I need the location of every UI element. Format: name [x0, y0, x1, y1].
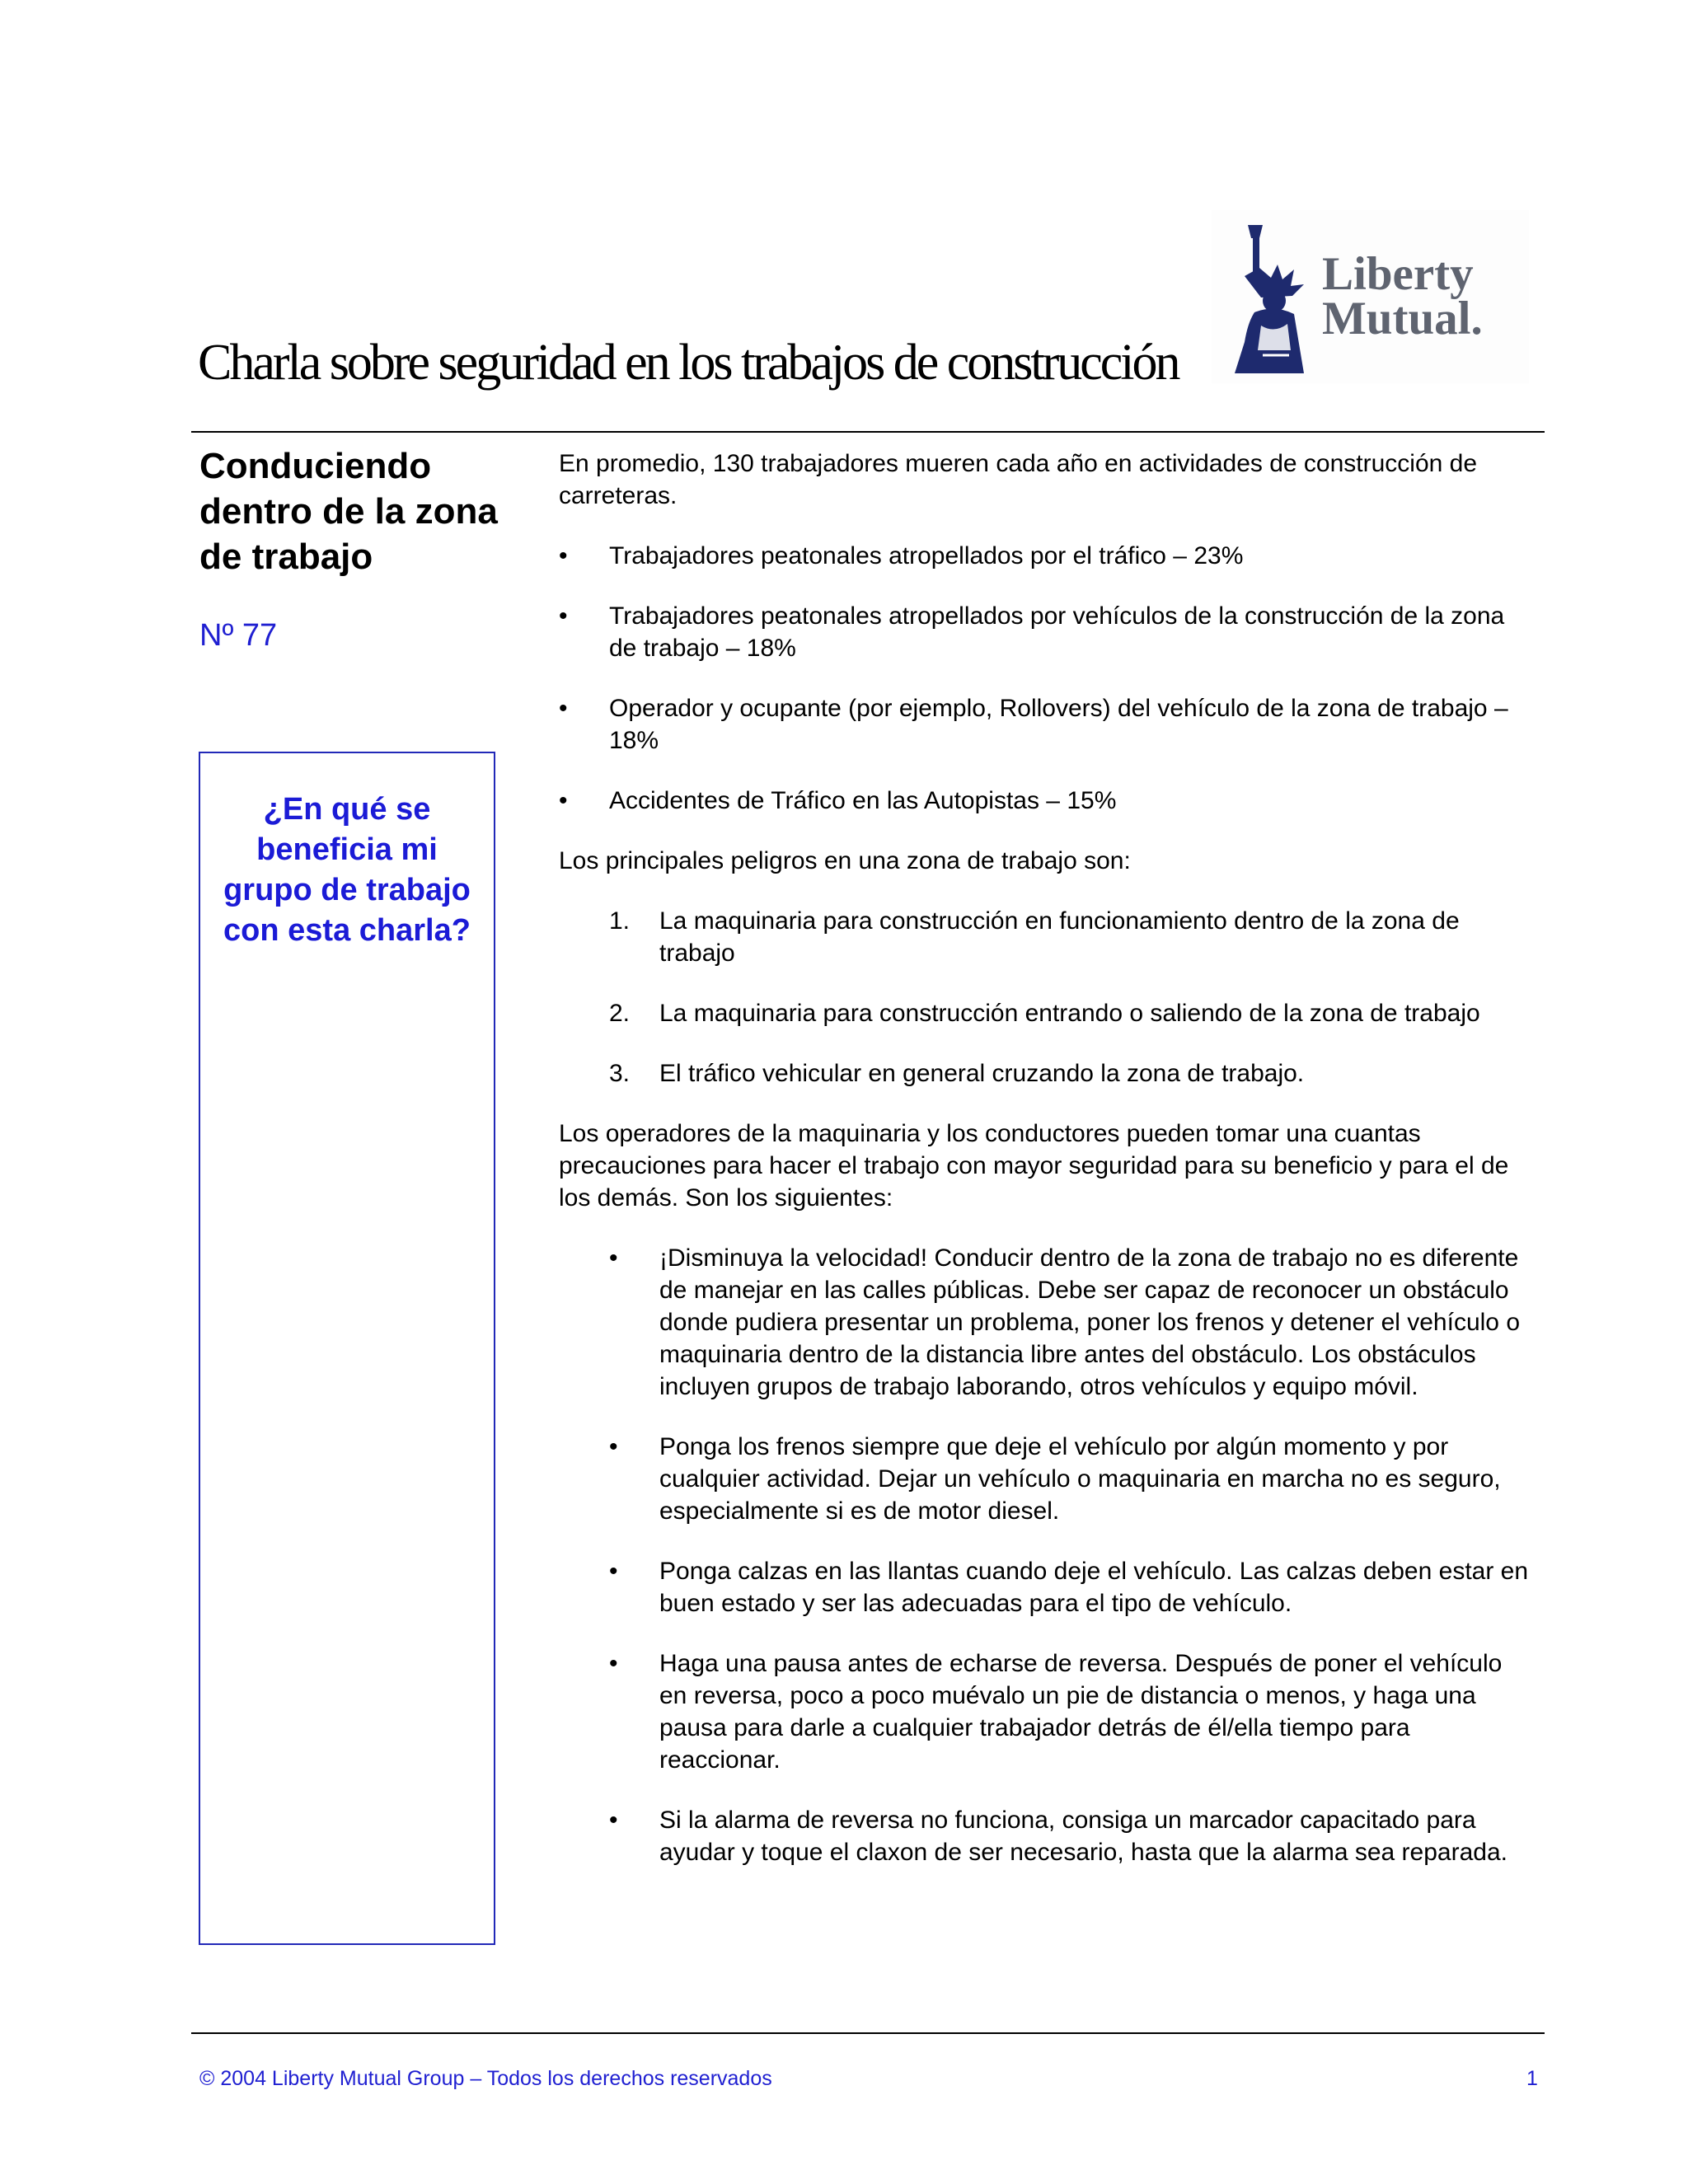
statue-of-liberty-icon: [1212, 218, 1319, 375]
precautions-list: [559, 1242, 1536, 1868]
precautions-intro: Los operadores de la maquinaria y los conductores pueden tomar una cuantas precauciones para hacer el trabajo con mayor seguridad para su beneficio y para el de los demás. Son los siguientes:: [559, 1120, 1509, 1212]
page-number: 1: [1526, 2067, 1538, 2090]
list-item: [559, 1057, 1536, 1090]
logo-line-1: Liberty: [1322, 248, 1474, 300]
liberty-mutual-logo: [1212, 210, 1529, 383]
list-text: La maquinaria para construcción entrando o saliendo de la zona de trabajo: [659, 1000, 1480, 1027]
header-divider: [191, 431, 1545, 433]
benefit-callout-box: [199, 752, 495, 1945]
intro-paragraph: En promedio, 130 trabajadores mueren cada año en actividades de construcción de carreteras.: [559, 450, 1478, 509]
list-text: La maquinaria para construcción en funcionamiento dentro de la zona de trabajo: [659, 907, 1460, 967]
copyright-notice: © 2004 Liberty Mutual Group – Todos los derechos reservados: [199, 2067, 772, 2090]
list-number: 3.: [609, 1060, 631, 1087]
list-item: • Trabajadores peatonales atropellados por vehículos de la construcción de la zona de trabajo – 18%: [559, 600, 1536, 664]
list-item: • Operador y ocupante (por ejemplo, Rollovers) del vehículo de la zona de trabajo – 18%: [559, 692, 1536, 757]
main-content: [559, 448, 1536, 1868]
document-title: Charla sobre seguridad en los trabajos de construcción: [198, 335, 1179, 391]
list-number: 1.: [609, 907, 631, 935]
list-item: • ¡Disminuya la velocidad! Conducir dentro de la zona de trabajo no es diferente de manejar en las calles públicas. Debe ser capaz de reconocer un obstáculo donde pudiera presentar un problema, poner los frenos y detener el vehículo o maquinaria dentro de la distancia libre antes del obstáculo. Los obstáculos incluyen grupos de trabajo laborando, otros vehículos y equipo móvil.: [559, 1242, 1536, 1403]
list-item: • Haga una pausa antes de echarse de reversa. Después de poner el vehículo en reversa, poco a poco muévalo un pie de distancia o menos, y haga una pausa para darle a cualquier trabajador detrás de él/ella tiempo para reaccionar.: [559, 1647, 1536, 1776]
list-item: • Trabajadores peatonales atropellados por el tráfico – 23%: [559, 540, 1536, 572]
list-item: [559, 997, 1536, 1029]
logo-line-2: Mutual.: [1322, 293, 1483, 344]
list-text: El tráfico vehicular en general cruzando la zona de trabajo.: [659, 1060, 1305, 1087]
hazards-list: [559, 905, 1536, 1090]
list-number: 2.: [609, 1000, 631, 1027]
footer-divider: [191, 2032, 1545, 2034]
benefit-question: ¿En qué se beneficia mi grupo de trabajo con esta charla?: [223, 792, 471, 948]
list-item: • Ponga calzas en las llantas cuando deje el vehículo. Las calzas deben estar en buen estado y ser las adecuadas para el tipo de vehículo.: [559, 1555, 1536, 1619]
statistics-list: [559, 540, 1536, 817]
issue-number: Nº 77: [199, 618, 278, 653]
list-item: • Ponga los frenos siempre que deje el vehículo por algún momento y por cualquier actividad. Dejar un vehículo o maquinaria en marcha no es seguro, especialmente si es de motor diesel.: [559, 1431, 1536, 1527]
list-item: [559, 905, 1536, 969]
topic-title: Conduciendo dentro de la zona de trabajo: [199, 446, 498, 577]
list-item: • Si la alarma de reversa no funciona, consiga un marcador capacitado para ayudar y toque el claxon de ser necesario, hasta que la alarma sea reparada.: [559, 1804, 1536, 1868]
list-item: • Accidentes de Tráfico en las Autopistas – 15%: [559, 785, 1536, 817]
hazards-intro: Los principales peligros en una zona de trabajo son:: [559, 847, 1131, 874]
